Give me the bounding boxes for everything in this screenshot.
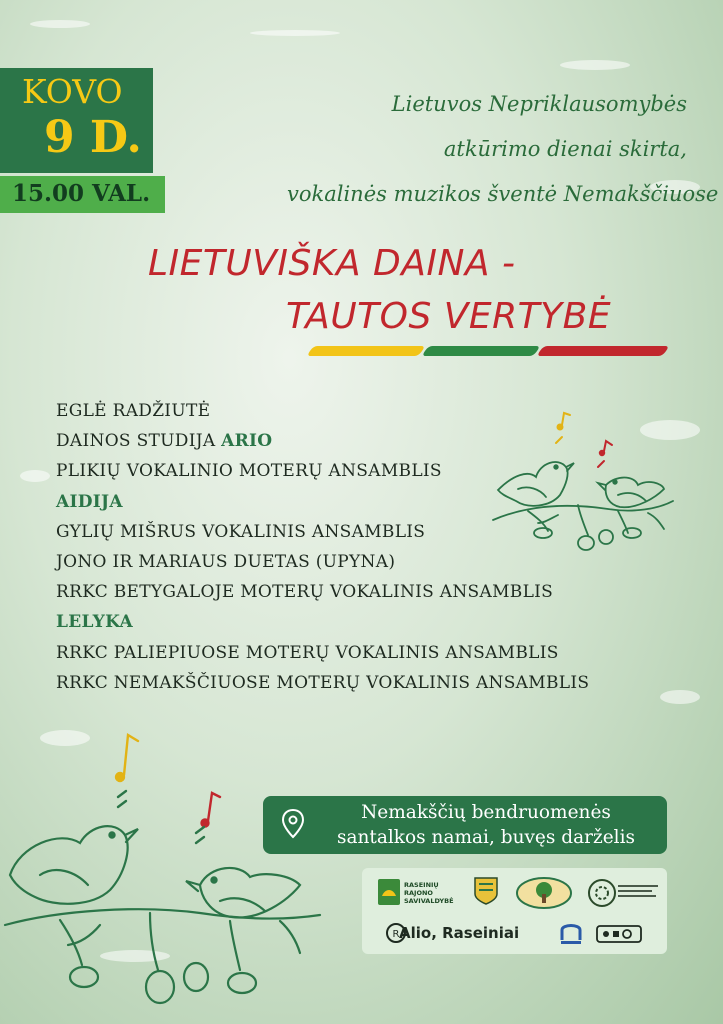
- location-line-1: Nemakščių bendruomenės: [361, 802, 611, 823]
- raseiniu-logo-icon: [558, 918, 584, 946]
- regional-coat-of-arms-icon: [473, 876, 499, 906]
- alio-raseiniai-label: Alio, Raseiniai: [399, 924, 520, 942]
- performer-item: RRKC NEMAKŠČIUOSE MOTERŲ VOKALINIS ANSAMBLIS: [56, 672, 590, 693]
- date-month: KOVO: [22, 72, 123, 111]
- video-camera-icon: [596, 925, 642, 943]
- performer-item: AIDIJA: [56, 491, 123, 512]
- location-text: [311, 800, 661, 850]
- performer-item: GYLIŲ MIŠRUS VOKALINIS ANSAMBLIS: [56, 521, 426, 542]
- performer-item: RRKC BETYGALOJE MOTERŲ VOKALINIS ANSAMBLIS: [56, 582, 554, 603]
- culture-center-label: [618, 882, 662, 904]
- singing-birds-illustration: [488, 405, 678, 565]
- subtitle-line-2: atkūrimo dienai skirta,: [443, 137, 687, 161]
- flag-stripe-green: [421, 346, 540, 356]
- location-banner: [263, 796, 667, 854]
- event-title-line-2: TAUTOS VERTYBĖ: [286, 296, 612, 337]
- performer-item: DAINOS STUDIJA ARIO: [56, 431, 273, 452]
- oak-tree-emblem-icon: [515, 876, 573, 910]
- culture-center-logo-icon: [587, 878, 617, 908]
- map-pin-icon: [281, 808, 305, 840]
- birds-branch-illustration: [0, 725, 330, 1020]
- event-title-line-1: LIETUVIŠKA DAINA -: [148, 243, 516, 284]
- performer-item: JONO IR MARIAUS DUETAS (UPYNA): [56, 552, 396, 573]
- performer-item: RRKC PALIEPIUOSE MOTERŲ VOKALINIS ANSAMBLIS: [56, 642, 559, 663]
- flag-stripe-red: [536, 346, 669, 356]
- event-subtitle: [287, 82, 719, 217]
- subtitle-line-1: Lietuvos Nepriklausomybės: [391, 92, 687, 116]
- performer-item: PLIKIŲ VOKALINIO MOTERŲ ANSAMBLIS: [56, 461, 442, 482]
- performer-item: EGLĖ RADŽIUTĖ: [56, 401, 211, 421]
- date-day: 9 D.: [44, 112, 142, 163]
- municipality-crest-icon: [377, 878, 401, 906]
- svg-text:R: R: [392, 929, 400, 940]
- event-time: 15.00 VAL.: [12, 180, 151, 207]
- flag-stripe-yellow: [306, 346, 425, 356]
- performer-item: LELYKA: [56, 612, 133, 633]
- subtitle-line-3: vokalinės muzikos šventė Nemakščiuose: [287, 182, 719, 206]
- location-line-2: santalkos namai, buvęs darželis: [336, 827, 635, 848]
- municipality-label: RASEINIŲ RAJONO SAVIVALDYBĖ: [404, 881, 454, 905]
